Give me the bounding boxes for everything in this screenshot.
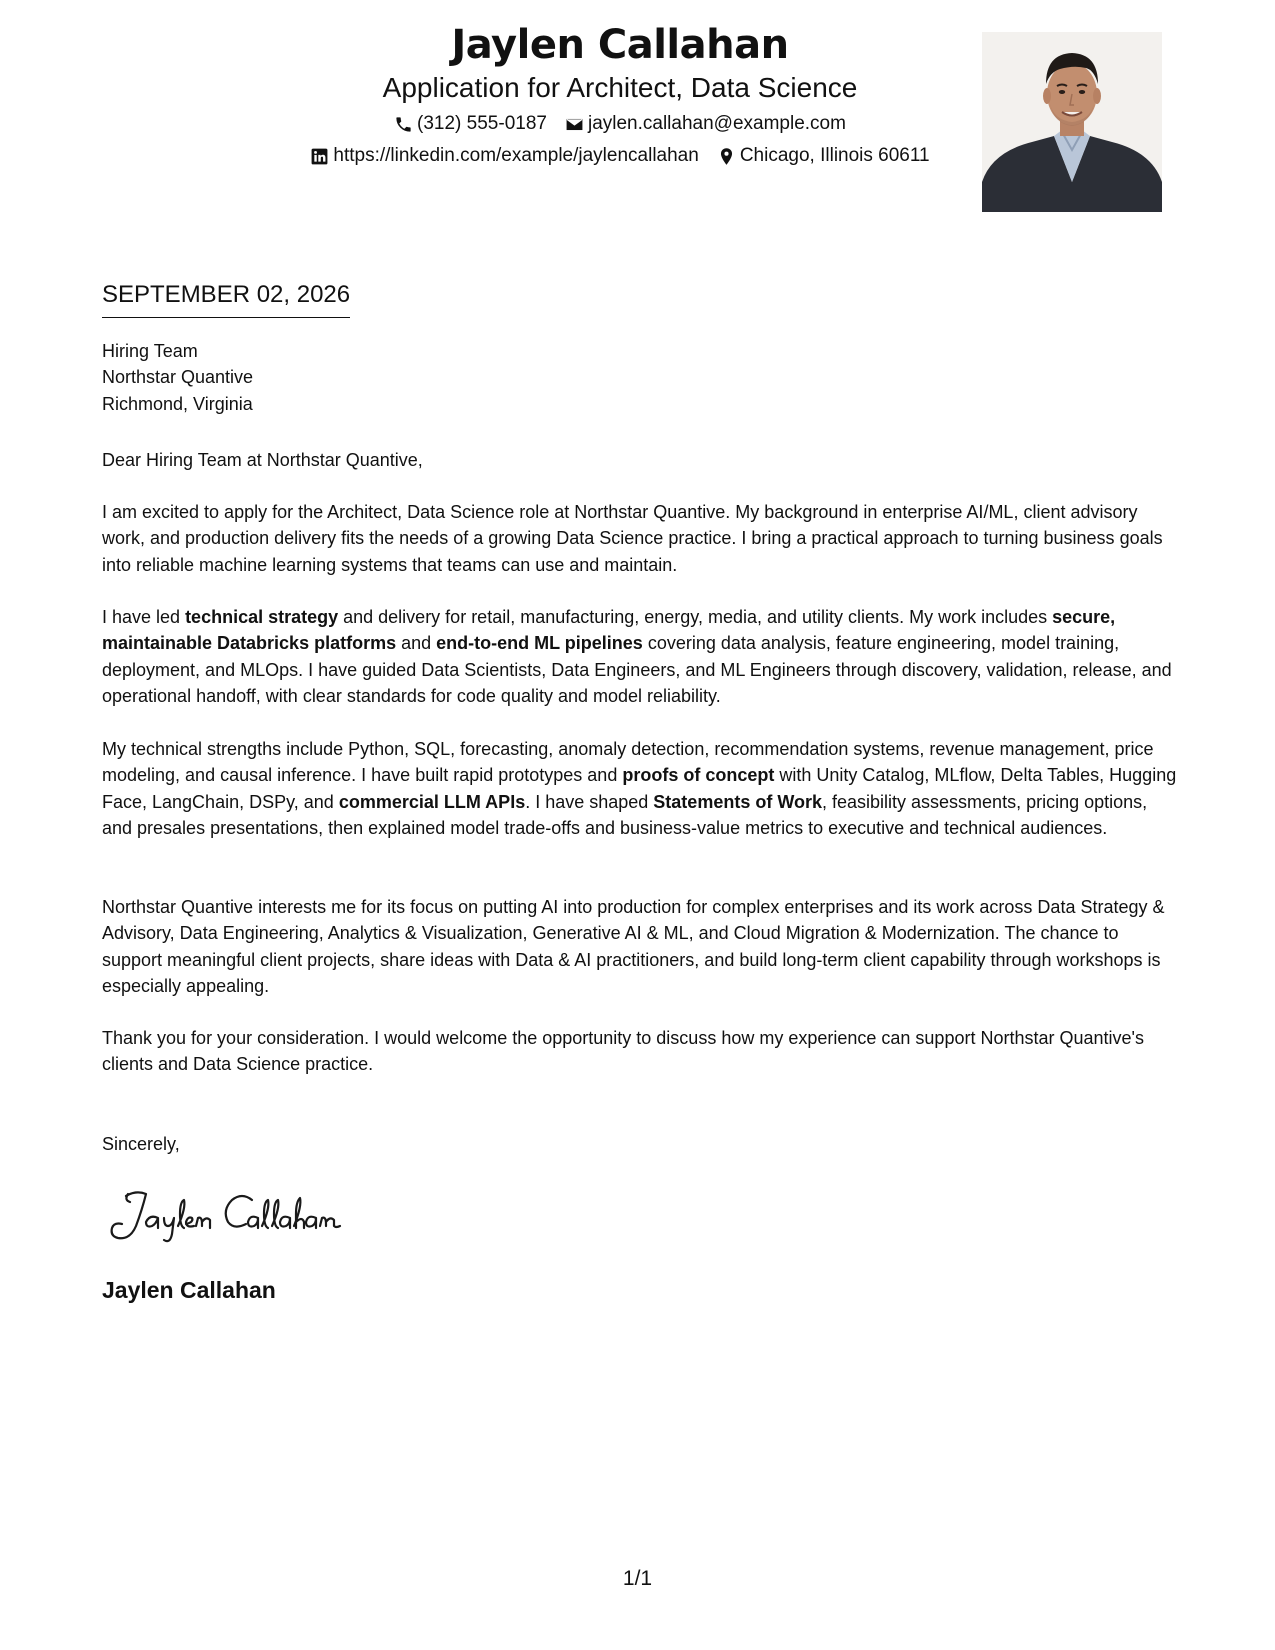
phone-number: (312) 555-0187	[417, 113, 547, 134]
map-pin-icon	[717, 147, 736, 166]
email-contact[interactable]	[565, 110, 846, 138]
paragraph-3	[102, 736, 1182, 841]
bold-text-run: secure, maintainable Databricks platforms	[102, 607, 1116, 654]
location-text: Chicago, Illinois 60611	[739, 145, 930, 166]
headshot-photo	[982, 32, 1162, 212]
paragraph-1: I am excited to apply for the Architect, Data Science role at Northstar Quantive. My background in enterprise AI/ML, client advisory work, and production delivery fits the needs of a growing Data Science practice. I bring a practical approach to turning business goals into reliable machine learning systems that teams can use and maintain.	[102, 502, 1163, 575]
text-run: , feasibility assessments, pricing options, and presales presentations, then explained model trade-offs and business-value metrics to executive and technical audiences.	[102, 791, 1148, 838]
text-run: . I have shaped	[525, 791, 654, 812]
page-number: 1/1	[622, 1567, 653, 1590]
phone-icon	[394, 115, 413, 134]
linkedin-contact[interactable]	[310, 142, 698, 170]
recipient-line: Northstar Quantive	[102, 367, 254, 388]
recipient-address	[102, 338, 1182, 417]
bold-text-run: commercial LLM APIs	[338, 791, 526, 812]
location-contact	[717, 142, 930, 170]
text-run: I have led	[102, 607, 186, 627]
linkedin-icon	[310, 147, 329, 166]
handwritten-signature	[106, 1180, 366, 1250]
bold-text-run: Statements of Work	[653, 791, 822, 812]
applicant-name: Jaylen Callahan	[451, 22, 789, 68]
text-run: My technical strengths include Python, SQL, forecasting, anomaly detection, recommendation systems, revenue management, price modeling, and causal inference. I have built rapid prototypes and	[102, 739, 1154, 786]
recipient-line: Hiring Team	[102, 341, 198, 361]
phone-contact[interactable]	[394, 110, 547, 138]
application-title: Application for Architect, Data Science	[382, 72, 858, 103]
salutation: Dear Hiring Team at Northstar Quantive,	[102, 450, 423, 470]
signer-name: Jaylen Callahan	[102, 1277, 276, 1303]
text-run: and	[396, 633, 437, 654]
email-address: jaylen.callahan@example.com	[587, 113, 846, 134]
letter-date: SEPTEMBER 02, 2026	[102, 279, 350, 318]
paragraph-4: Northstar Quantive interests me for its focus on putting AI into production for complex enterprises and its work across Data Strategy & Advisory, Data Engineering, Analytics & Visualization, Generative AI & ML, and Cloud Migration & Modernization. The chance to support meaningful client projects, share ideas with Data & AI practitioners, and build long-term client capability through workshops is especially appealing.	[102, 897, 1165, 996]
bold-text-run: end-to-end ML pipelines	[436, 633, 643, 654]
text-run: and delivery for retail, manufacturing, energy, media, and utility clients. My work includes	[338, 607, 1053, 627]
closing: Sincerely,	[102, 1134, 180, 1154]
recipient-line: Richmond, Virginia	[102, 393, 253, 414]
linkedin-url: https://linkedin.com/example/jaylencallahan	[333, 145, 699, 166]
bold-text-run: technical strategy	[185, 607, 339, 627]
envelope-icon	[565, 115, 584, 134]
text-run: with Unity Catalog, MLflow, Delta Tables, Hugging Face, LangChain, DSPy, and	[102, 765, 1177, 812]
bold-text-run: proofs of concept	[622, 765, 775, 786]
text-run: covering data analysis, feature engineering, model training, deployment, and MLOps. I have guided Data Scientists, Data Engineers, and ML Engineers through discovery, validation, release, and operational handoff, with clear standards for code quality and model reliability.	[102, 633, 1172, 706]
paragraph-2	[102, 604, 1182, 709]
paragraph-5: Thank you for your consideration. I would welcome the opportunity to discuss how my experience can support Northstar Quantive's clients and Data Science practice.	[102, 1028, 1144, 1075]
